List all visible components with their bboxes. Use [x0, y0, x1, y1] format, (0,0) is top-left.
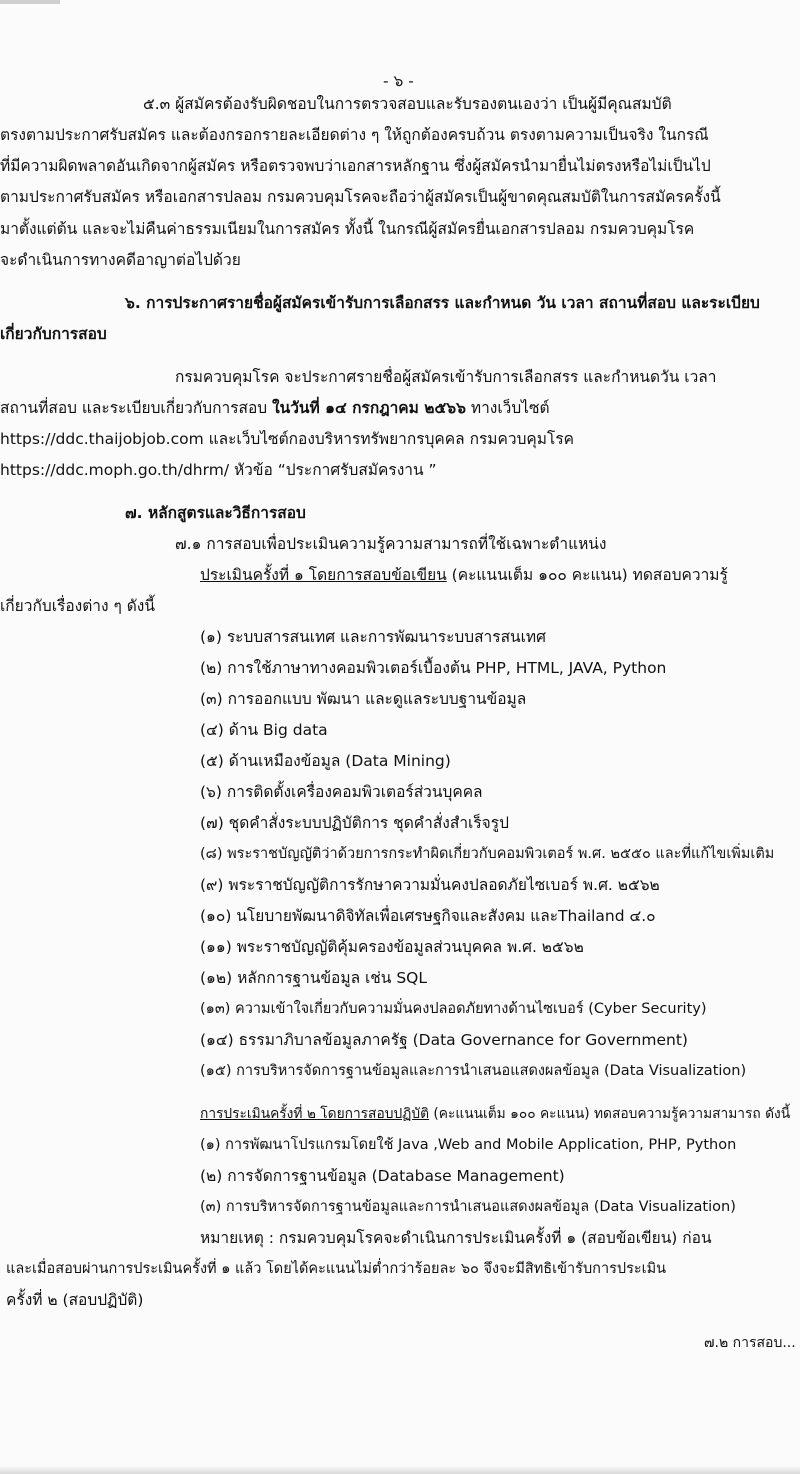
- announcement-date: ในวันที่ ๑๔ กรกฎาคม ๒๕๖๖: [272, 399, 466, 417]
- round1-item: (๔) ด้าน Big data: [200, 721, 328, 739]
- round1-item: (๑๓) ความเข้าใจเกี่ยวกับความมั่นคงปลอดภัยทางด้านไซเบอร์ (Cyber Security): [200, 1001, 707, 1017]
- section-5-3-line: ตามประกาศรับสมัคร หรือเอกสารปลอม กรมควบคุมโรคจะถือว่าผู้สมัครเป็นผู้ขาดคุณสมบัติในการสมัครครั้งนี้: [0, 188, 721, 206]
- round2-item: (๓) การบริหารจัดการฐานข้อมูลและการนำเสนอแสดงผลข้อมูล (Data Visualization): [200, 1199, 736, 1215]
- section-6-body-text: สถานที่สอบ และระเบียบเกี่ยวกับการสอบ: [0, 399, 273, 417]
- round1-item: (๑๒) หลักการฐานข้อมูล เช่น SQL: [200, 969, 428, 987]
- round1-item: (๑๑) พระราชบัญญัติคุ้มครองข้อมูลส่วนบุคคล พ.ศ. ๒๕๖๒: [200, 938, 584, 956]
- round1-item: (๑๕) การบริหารจัดการฐานข้อมูลและการนำเสนอแสดงผลข้อมูล (Data Visualization): [200, 1063, 747, 1079]
- round1-item: (๑) ระบบสารสนเทศ และการพัฒนาระบบสารสนเทศ: [200, 628, 546, 646]
- section-6-body-line: [0, 397, 550, 419]
- section-5-3-line: ตรงตามประกาศรับสมัคร และต้องกรอกรายละเอียดต่าง ๆ ให้ถูกต้องครบถ้วน ตรงตามความเป็นจริง ในกรณี: [0, 126, 709, 144]
- section-6-body-line: กรมควบคุมโรค จะประกาศรายชื่อผู้สมัครเข้ารับการเลือกสรร และกำหนดวัน เวลา: [175, 368, 717, 386]
- section-6-body-line: https://ddc.moph.go.th/dhrm/ หัวข้อ “ประกาศรับสมัครงาน ”: [0, 461, 437, 479]
- continuation-marker: ๗.๒ การสอบ...: [704, 1335, 796, 1351]
- section-5-3-line: ที่มีความผิดพลาดอันเกิดจากผู้สมัคร หรือตรวจพบว่าเอกสารหลักฐาน ซึ่งผู้สมัครนำมายื่นไม่ตรงหรือไม่เป็นไป: [0, 157, 711, 175]
- round1-detail: (คะแนนเต็ม ๑๐๐ คะแนน) ทดสอบความรู้: [446, 566, 728, 584]
- section-6-body-line: https://ddc.thaijobjob.com และเว็บไซต์กองบริหารทรัพยากรบุคคล กรมควบคุมโรค: [0, 430, 575, 448]
- round1-item: (๑๔) ธรรมาภิบาลข้อมูลภาครัฐ (Data Governance for Government): [200, 1031, 688, 1049]
- scan-bottom-edge: [0, 1466, 800, 1474]
- round2-item: (๒) การจัดการฐานข้อมูล (Database Management): [200, 1167, 565, 1185]
- round1-item: (๗) ชุดคำสั่งระบบปฏิบัติการ ชุดคำสั่งสำเร็จรูป: [200, 814, 509, 832]
- round1-title: ประเมินครั้งที่ ๑ โดยการสอบข้อเขียน: [200, 566, 447, 584]
- section-6-body-text: ทางเว็บไซต์: [465, 399, 550, 417]
- section-5-3-line: มาตั้งแต่ต้น และจะไม่คืนค่าธรรมเนียมในการสมัคร ทั้งนี้ ในกรณีผู้สมัครยื่นเอกสารปลอม กรมควบคุมโรค: [0, 220, 695, 238]
- round1-description-cont: เกี่ยวกับเรื่องต่าง ๆ ดังนี้: [0, 597, 155, 615]
- round1-item: (๘) พระราชบัญญัติว่าด้วยการกระทำผิดเกี่ยวกับคอมพิวเตอร์ พ.ศ. ๒๕๕๐ และที่แก้ไขเพิ่มเติม: [200, 846, 775, 862]
- section-7-heading: ๗. หลักสูตรและวิธีการสอบ: [125, 504, 306, 522]
- note-line: หมายเหตุ : กรมควบคุมโรคจะดำเนินการประเมินครั้งที่ ๑ (สอบข้อเขียน) ก่อน: [200, 1229, 712, 1247]
- note-line: และเมื่อสอบผ่านการประเมินครั้งที่ ๑ แล้ว โดยได้คะแนนไม่ต่ำกว่าร้อยละ ๖๐ จึงจะมีสิทธิเข้ารับการประเมิน: [6, 1261, 667, 1277]
- round2-detail: (คะแนนเต็ม ๑๐๐ คะแนน) ทดสอบความรู้ความสามารถ ดังนี้: [429, 1106, 791, 1122]
- note-line: ครั้งที่ ๒ (สอบปฏิบัติ): [6, 1291, 144, 1309]
- round1-item: (๓) การออกแบบ พัฒนา และดูแลระบบฐานข้อมูล: [200, 690, 527, 708]
- round1-item: (๕) ด้านเหมืองข้อมูล (Data Mining): [200, 752, 451, 770]
- scan-artifact: [0, 0, 60, 4]
- section-6-heading-cont: เกี่ยวกับการสอบ: [0, 325, 107, 343]
- round1-description: [200, 564, 728, 586]
- page-number: - ๖ -: [383, 72, 414, 90]
- round1-item: (๖) การติดตั้งเครื่องคอมพิวเตอร์ส่วนบุคคล: [200, 783, 483, 801]
- round2-title: การประเมินครั้งที่ ๒ โดยการสอบปฏิบัติ: [200, 1106, 430, 1122]
- round2-item: (๑) การพัฒนาโปรแกรมโดยใช้ Java ,Web and Mobile Application, PHP, Python: [200, 1137, 737, 1153]
- round1-item: (๒) การใช้ภาษาทางคอมพิวเตอร์เบื้องต้น PHP, HTML, JAVA, Python: [200, 659, 667, 677]
- section-7-1-heading: ๗.๑ การสอบเพื่อประเมินความรู้ความสามารถที่ใช้เฉพาะตำแหน่ง: [175, 535, 607, 553]
- round1-item: (๙) พระราชบัญญัติการรักษาความมั่นคงปลอดภัยไซเบอร์ พ.ศ. ๒๕๖๒: [200, 876, 660, 894]
- section-6-heading: ๖. การประกาศรายชื่อผู้สมัครเข้ารับการเลือกสรร และกำหนด วัน เวลา สถานที่สอบ และระเบียบ: [125, 294, 760, 312]
- section-5-3-line: ๕.๓ ผู้สมัครต้องรับผิดชอบในการตรวจสอบและรับรองตนเองว่า เป็นผู้มีคุณสมบัติ: [143, 95, 672, 113]
- round1-item: (๑๐) นโยบายพัฒนาดิจิทัลเพื่อเศรษฐกิจและสังคม และThailand ๔.๐: [200, 907, 656, 925]
- section-5-3-line: จะดำเนินการทางคดีอาญาต่อไปด้วย: [0, 251, 241, 269]
- round2-description: [200, 1103, 790, 1125]
